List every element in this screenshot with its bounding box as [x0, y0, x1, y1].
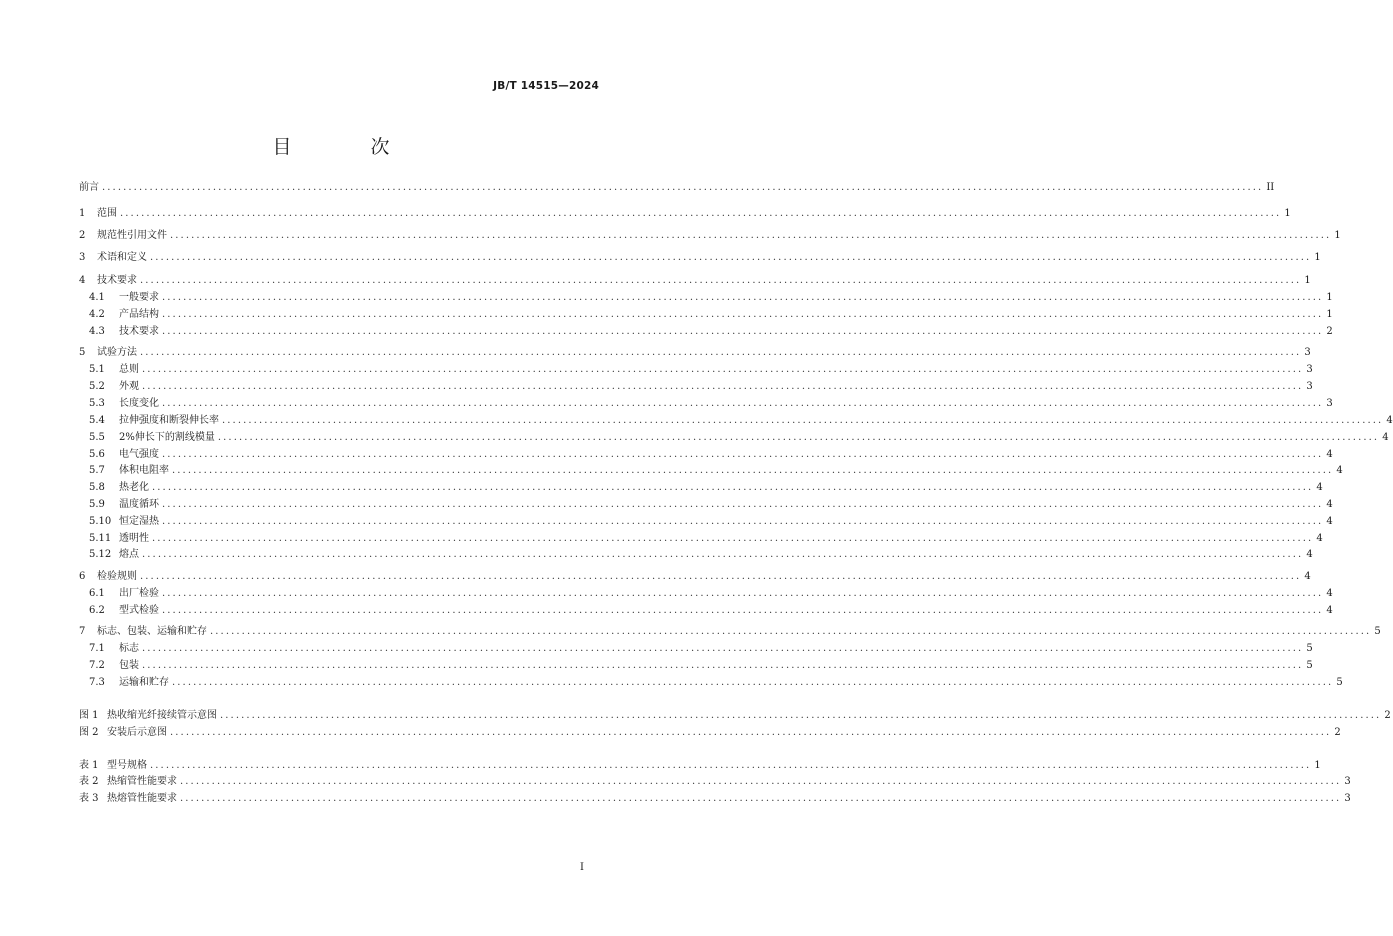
toc-entry-page: II	[1266, 182, 1275, 193]
toc-entry[interactable]	[79, 758, 1321, 774]
toc-entry-number: 5	[79, 347, 86, 358]
toc-entry-number: 3	[79, 252, 86, 263]
toc-entry-number: 6	[79, 571, 86, 582]
toc-entry[interactable]	[79, 273, 1311, 289]
toc-entry-page: 3	[1304, 347, 1311, 358]
toc-entry[interactable]	[79, 725, 1341, 741]
toc-entry-label: 技术要求	[119, 326, 159, 337]
toc-entry-label: 熔点	[119, 549, 139, 560]
toc-entry-page: 1	[1326, 309, 1333, 320]
toc-entry-label: 一般要求	[119, 292, 159, 303]
toc-entry-number: 7.1	[89, 643, 105, 654]
toc-entry[interactable]	[89, 514, 1333, 530]
toc-entry[interactable]	[89, 641, 1313, 657]
toc-entry-number: 5.9	[89, 499, 105, 510]
toc-entry-label: 范围	[97, 208, 117, 219]
toc-entry-label: 拉伸强度和断裂伸长率	[119, 415, 219, 426]
toc-entry-label: 包装	[119, 660, 139, 671]
toc-dot-leader: ............................................................................................................................................................................................................................	[162, 499, 1324, 510]
toc-entry-label: 总则	[119, 364, 139, 375]
toc-entry-number: 表 1	[79, 760, 99, 771]
toc-entry-number: 表 3	[79, 793, 99, 804]
toc-entry[interactable]	[79, 206, 1291, 222]
toc-entry-page: 1	[1304, 275, 1311, 286]
toc-entry-label: 温度循环	[119, 499, 159, 510]
toc-entry-label: 体积电阻率	[119, 465, 169, 476]
toc-entry-page: 3	[1306, 381, 1313, 392]
toc-entry-number: 5.6	[89, 449, 105, 460]
toc-entry-page: 3	[1344, 793, 1351, 804]
toc-entry-number: 5.4	[89, 415, 105, 426]
toc-dot-leader: ............................................................................................................................................................................................................................	[162, 516, 1324, 527]
toc-dot-leader: ............................................................................................................................................................................................................................	[180, 793, 1342, 804]
toc-entry[interactable]	[89, 675, 1343, 691]
toc-entry[interactable]	[89, 430, 1389, 446]
toc-entry-label: 电气强度	[119, 449, 159, 460]
toc-dot-leader: ............................................................................................................................................................................................................................	[162, 292, 1324, 303]
toc-entry-page: 1	[1326, 292, 1333, 303]
toc-entry-number: 5.2	[89, 381, 105, 392]
toc-entry-page: 5	[1374, 626, 1381, 637]
toc-dot-leader: ............................................................................................................................................................................................................................	[140, 347, 1302, 358]
toc-entry-number: 5.7	[89, 465, 105, 476]
toc-entry-label: 规范性引用文件	[97, 230, 167, 241]
toc-entry-number: 4	[79, 275, 86, 286]
toc-entry-number: 1	[79, 208, 86, 219]
toc-entry-label: 透明性	[119, 533, 149, 544]
toc-entry-page: 1	[1314, 760, 1321, 771]
toc-entry-label: 型号规格	[107, 760, 147, 771]
toc-entry-page: 5	[1336, 677, 1343, 688]
toc-entry-number: 7.2	[89, 660, 105, 671]
toc-dot-leader: ............................................................................................................................................................................................................................	[150, 760, 1312, 771]
toc-entry[interactable]	[79, 624, 1381, 640]
toc-entry[interactable]	[89, 547, 1313, 563]
toc-entry-number: 6.2	[89, 605, 105, 616]
toc-dot-leader: ............................................................................................................................................................................................................................	[162, 588, 1324, 599]
toc-entry-page: 3	[1344, 776, 1351, 787]
toc-entry-label: 前言	[79, 182, 99, 193]
toc-entry-page: 4	[1386, 415, 1393, 426]
toc-entry-label: 热老化	[119, 482, 149, 493]
toc-entry[interactable]	[89, 658, 1313, 674]
toc-entry-number: 5.8	[89, 482, 105, 493]
page-number: I	[580, 862, 584, 873]
toc-dot-leader: ............................................................................................................................................................................................................................	[150, 252, 1312, 263]
toc-dot-leader: ............................................................................................................................................................................................................................	[162, 309, 1324, 320]
toc-entry-page: 3	[1306, 364, 1313, 375]
toc-entry-page: 4	[1326, 605, 1333, 616]
toc-entry[interactable]	[89, 362, 1313, 378]
toc-entry-label: 产品结构	[119, 309, 159, 320]
toc-dot-leader: ............................................................................................................................................................................................................................	[142, 643, 1304, 654]
toc-entry-number: 图 1	[79, 710, 99, 721]
toc-dot-leader: ............................................................................................................................................................................................................................	[210, 626, 1372, 637]
toc-dot-leader: ............................................................................................................................................................................................................................	[170, 230, 1332, 241]
toc-dot-leader: ............................................................................................................................................................................................................................	[102, 182, 1264, 193]
toc-entry-label: 检验规则	[97, 571, 137, 582]
toc-entry-number: 5.10	[89, 516, 112, 527]
toc-entry-page: 4	[1306, 549, 1313, 560]
toc-entry[interactable]	[79, 708, 1391, 724]
toc-dot-leader: ............................................................................................................................................................................................................................	[162, 605, 1324, 616]
toc-dot-leader: ............................................................................................................................................................................................................................	[142, 549, 1304, 560]
toc-entry[interactable]	[89, 290, 1333, 306]
toc-dot-leader: ............................................................................................................................................................................................................................	[162, 449, 1324, 460]
toc-entry[interactable]	[89, 379, 1313, 395]
toc-dot-leader: ............................................................................................................................................................................................................................	[172, 465, 1334, 476]
toc-entry[interactable]	[89, 586, 1333, 602]
toc-entry-label: 2%伸长下的割线模量	[119, 432, 215, 443]
toc-entry-number: 图 2	[79, 727, 99, 738]
toc-dot-leader: ............................................................................................................................................................................................................................	[140, 571, 1302, 582]
toc-entry-page: 5	[1306, 660, 1313, 671]
toc-entry-page: 4	[1326, 499, 1333, 510]
toc-dot-leader: ............................................................................................................................................................................................................................	[162, 326, 1324, 337]
toc-entry[interactable]	[79, 569, 1311, 585]
toc-entry[interactable]	[89, 463, 1343, 479]
toc-entry[interactable]	[89, 447, 1333, 463]
toc-entry-label: 标志	[119, 643, 139, 654]
toc-dot-leader: ............................................................................................................................................................................................................................	[217, 432, 1380, 443]
page-title: 目 次	[272, 136, 420, 158]
toc-entry-label: 热收缩光纤接续管示意图	[107, 710, 217, 721]
toc-dot-leader: ............................................................................................................................................................................................................................	[142, 381, 1304, 392]
toc-entry-number: 5.12	[89, 549, 112, 560]
toc-entry[interactable]	[89, 497, 1333, 513]
toc-entry-label: 出厂检验	[119, 588, 159, 599]
toc-dot-leader: ............................................................................................................................................................................................................................	[152, 533, 1314, 544]
toc-entry-page: 1	[1284, 208, 1291, 219]
toc-entry[interactable]	[79, 180, 1275, 196]
toc-entry-label: 恒定湿热	[119, 516, 159, 527]
toc-dot-leader: ............................................................................................................................................................................................................................	[120, 208, 1282, 219]
toc-entry-page: 4	[1326, 588, 1333, 599]
toc-entry-label: 长度变化	[119, 398, 159, 409]
toc-entry-page: 2	[1384, 710, 1391, 721]
document-code: JB/T 14515—2024	[493, 80, 599, 92]
toc-entry[interactable]	[79, 774, 1351, 790]
toc-entry[interactable]	[89, 480, 1323, 496]
toc-entry-label: 运输和贮存	[119, 677, 169, 688]
toc-entry-label: 试验方法	[97, 347, 137, 358]
toc-entry-page: 5	[1306, 643, 1313, 654]
toc-entry-page: 4	[1326, 449, 1333, 460]
toc-entry-label: 技术要求	[97, 275, 137, 286]
toc-entry[interactable]	[79, 345, 1311, 361]
toc-dot-leader: ............................................................................................................................................................................................................................	[140, 275, 1302, 286]
toc-entry-label: 热缩管性能要求	[107, 776, 177, 787]
toc-entry-number: 4.3	[89, 326, 105, 337]
toc-entry[interactable]	[89, 324, 1333, 340]
toc-entry[interactable]	[89, 603, 1333, 619]
toc-entry-label: 标志、包装、运输和贮存	[97, 626, 207, 637]
toc-entry-page: 2	[1326, 326, 1333, 337]
toc-entry-label: 外观	[119, 381, 139, 392]
toc-entry-page: 4	[1316, 482, 1323, 493]
toc-dot-leader: ............................................................................................................................................................................................................................	[170, 727, 1332, 738]
toc-entry-page: 4	[1304, 571, 1311, 582]
toc-dot-leader: ............................................................................................................................................................................................................................	[142, 660, 1304, 671]
toc-entry-page: 4	[1382, 432, 1389, 443]
toc-dot-leader: ............................................................................................................................................................................................................................	[172, 677, 1334, 688]
toc-entry-number: 4.1	[89, 292, 105, 303]
toc-entry-label: 术语和定义	[97, 252, 147, 263]
toc-entry-number: 表 2	[79, 776, 99, 787]
toc-entry-number: 4.2	[89, 309, 105, 320]
toc-entry-page: 3	[1326, 398, 1333, 409]
toc-dot-leader: ............................................................................................................................................................................................................................	[162, 398, 1324, 409]
toc-entry-page: 1	[1334, 230, 1341, 241]
toc-dot-leader: ............................................................................................................................................................................................................................	[222, 415, 1384, 426]
toc-entry-number: 7	[79, 626, 86, 637]
toc-entry[interactable]	[89, 413, 1393, 429]
toc-dot-leader: ............................................................................................................................................................................................................................	[142, 364, 1304, 375]
toc-entry[interactable]	[79, 791, 1351, 807]
toc-entry-page: 2	[1334, 727, 1341, 738]
toc-entry[interactable]	[89, 307, 1333, 323]
toc-entry-number: 5.3	[89, 398, 105, 409]
toc-entry-label: 热熔管性能要求	[107, 793, 177, 804]
toc-entry-number: 7.3	[89, 677, 105, 688]
toc-entry-number: 5.1	[89, 364, 105, 375]
toc-entry-number: 5.11	[89, 533, 112, 544]
toc-entry[interactable]	[79, 250, 1321, 266]
toc-entry-page: 4	[1326, 516, 1333, 527]
toc-entry[interactable]	[89, 396, 1333, 412]
toc-entry[interactable]	[79, 228, 1341, 244]
toc-entry-page: 4	[1336, 465, 1343, 476]
toc-entry-number: 2	[79, 230, 86, 241]
toc-entry-page: 1	[1314, 252, 1321, 263]
toc-entry-label: 安装后示意图	[107, 727, 167, 738]
toc-entry-label: 型式检验	[119, 605, 159, 616]
toc-entry[interactable]	[89, 531, 1323, 547]
toc-entry-page: 4	[1316, 533, 1323, 544]
toc-dot-leader: ............................................................................................................................................................................................................................	[180, 776, 1342, 787]
toc-entry-number: 6.1	[89, 588, 105, 599]
toc-entry-number: 5.5	[89, 432, 105, 443]
toc-dot-leader: ............................................................................................................................................................................................................................	[220, 710, 1382, 721]
toc-dot-leader: ............................................................................................................................................................................................................................	[152, 482, 1314, 493]
